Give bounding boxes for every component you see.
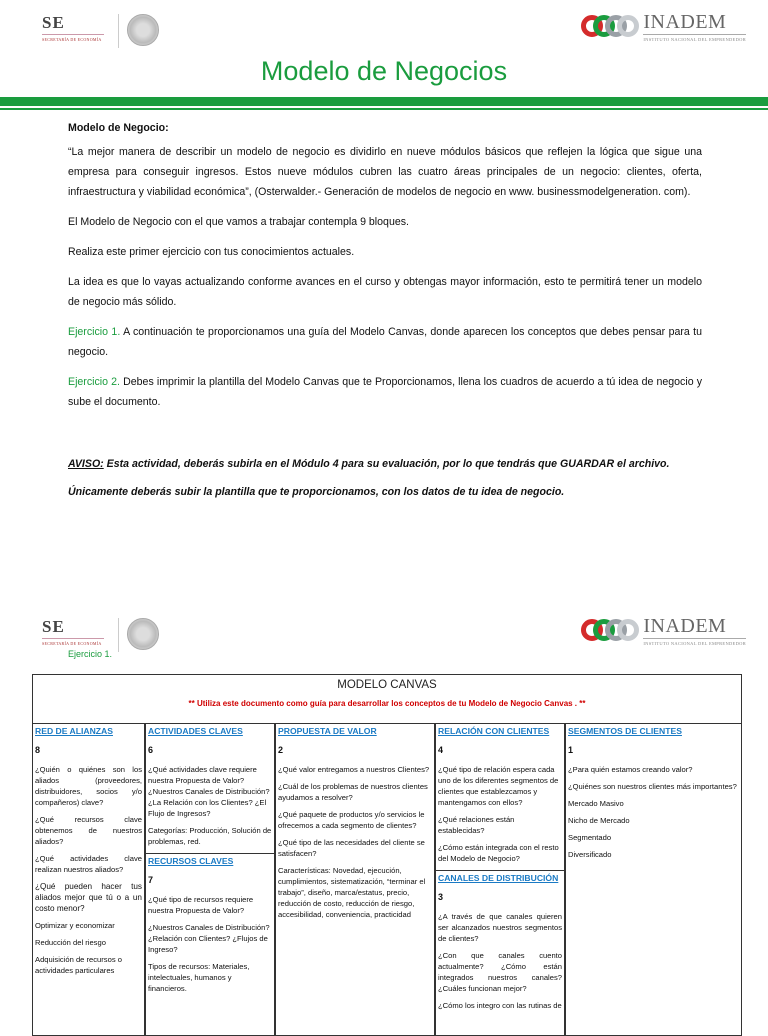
block-item: Mercado Masivo xyxy=(568,799,624,808)
intro-paragraph-1: El Modelo de Negocio con el que vamos a trabajar contempla 9 bloques. xyxy=(68,216,409,228)
exercise-label: Ejercicio 1. xyxy=(68,649,113,659)
block-question: ¿Qué valor entregamos a nuestros Clientes? xyxy=(278,765,430,774)
canvas-table xyxy=(32,674,742,1036)
block-question: ¿Qué paquete de productos y/o servicios le ofrecemos a cada segmento de clientes? xyxy=(278,810,425,830)
intro-heading: Modelo de Negocio: xyxy=(68,122,169,134)
block-question: Tipos de recursos: Materiales, intelectuales, humanos y financieros. xyxy=(148,962,250,993)
aviso-label: AVISO: xyxy=(68,458,104,470)
block-number: 1 xyxy=(568,745,574,755)
se-logo-subtitle: SECRETARÍA DE ECONOMÍA xyxy=(42,34,104,42)
block-header: RELACIÓN CON CLIENTES xyxy=(438,726,550,736)
block-red-alianzas xyxy=(33,723,145,1035)
exercise-1-paragraph xyxy=(68,322,702,362)
se-logo-subtitle-2: SECRETARÍA DE ECONOMÍA xyxy=(42,638,104,646)
block-header: RED DE ALIANZAS xyxy=(35,726,113,736)
logo-divider-2 xyxy=(118,618,119,652)
block-question: ¿Qué pueden hacer tus aliados mejor que tú o a un costo menor? xyxy=(35,882,142,913)
block-number: 4 xyxy=(438,745,444,755)
block-number: 2 xyxy=(278,745,284,755)
block-item: Diversificado xyxy=(568,850,612,859)
block-number: 3 xyxy=(438,892,444,902)
intro-paragraph-3: La idea es que lo vayas actualizando conforme avances en el curso y obtengas mayor información, esto te permitirá tener un modelo de negocio más sólido. xyxy=(68,276,702,308)
block-item: Reducción del riesgo xyxy=(35,938,106,947)
block-header: PROPUESTA DE VALOR xyxy=(278,726,377,736)
coat-of-arms-icon xyxy=(127,618,159,650)
inadem-logo-title-2: INADEM xyxy=(643,615,727,637)
logo-divider xyxy=(118,14,119,48)
block-question: ¿Qué actividades clave realizan nuestros aliados? xyxy=(35,854,142,874)
block-question: ¿Qué recursos clave obtenemos de nuestros aliados? xyxy=(35,815,142,846)
block-question: ¿Cómo están integrada con el resto del Modelo de Negocio? xyxy=(438,843,559,863)
block-question: ¿Quién o quiénes son los aliados (proveedores, distribuidores, socios y/o compañeros) clave? xyxy=(35,765,142,807)
block-recursos-claves xyxy=(146,853,274,994)
inadem-logo xyxy=(581,12,746,42)
page-title: Modelo de Negocios xyxy=(260,56,508,86)
block-question: ¿Para quién estamos creando valor? xyxy=(568,765,693,774)
aviso-paragraph xyxy=(68,454,702,474)
block-relacion-canales xyxy=(435,723,565,1035)
aviso-section xyxy=(68,454,702,510)
exercise-1-label: Ejercicio 1. xyxy=(68,326,121,338)
block-propuesta-valor xyxy=(275,723,435,1035)
inadem-logo-title: INADEM xyxy=(643,11,727,33)
title-bar xyxy=(0,97,768,106)
canvas-subtitle: ** Utiliza este documento como guía para desarrollar los conceptos de tu Modelo de Negocio Canvas . ** xyxy=(188,699,586,708)
block-item: Categorías: Producción, Solución de problemas, red. xyxy=(148,826,272,846)
intro-section xyxy=(68,118,702,422)
se-logo-2 xyxy=(42,618,159,652)
inadem-logo-2 xyxy=(581,616,746,646)
canvas-title: MODELO CANVAS xyxy=(337,679,437,691)
se-logo-title-2: SE xyxy=(42,617,65,636)
block-item: Nicho de Mercado xyxy=(568,816,630,825)
block-header: SEGMENTOS DE CLIENTES xyxy=(568,726,682,736)
block-question: ¿Qué tipo de relación espera cada uno de los diferentes segmentos de clientes que establezcamos y mantengamos con ellos? xyxy=(438,765,559,807)
coat-of-arms-icon xyxy=(127,14,159,46)
block-question: ¿Cuál de los problemas de nuestros clientes ayudamos a resolver? xyxy=(278,782,428,802)
block-question: ¿Qué relaciones están establecidas? xyxy=(438,815,515,835)
exercise-2-label: Ejercicio 2. xyxy=(68,376,120,388)
block-canales-distribucion xyxy=(436,870,564,1011)
block-question: ¿A través de que canales quieren ser alcanzados nuestros segmentos de clientes? xyxy=(438,912,562,943)
block-item: Adquisición de recursos o actividades particulares xyxy=(35,955,122,975)
inadem-logo-subtitle: INSTITUTO NACIONAL DEL EMPRENDEDOR xyxy=(643,34,746,42)
block-question: ¿Cómo los integro con las rutinas de xyxy=(438,1001,562,1010)
block-header: ACTIVIDADES CLAVES xyxy=(148,726,243,736)
block-question: ¿Qué actividades clave requiere nuestra Propuesta de Valor? ¿Nuestros Canales de Distribución? ¿La Relación con los Clientes? ¿El Flujo de Ingresos? xyxy=(148,765,270,818)
block-question: ¿Quiénes son nuestros clientes más importantes? xyxy=(568,782,737,791)
block-item: Segmentado xyxy=(568,833,612,842)
block-question: ¿Qué tipo de las necesidades del cliente se satisfacen? xyxy=(278,838,425,858)
inadem-rings-icon xyxy=(581,13,643,41)
unica-paragraph: Únicamente deberás subir la plantilla que te proporcionamos, con los datos de tu idea de negocio. xyxy=(68,486,565,498)
block-header: CANALES DE DISTRIBUCIÓN xyxy=(438,873,559,883)
block-number: 7 xyxy=(148,875,154,885)
block-question: ¿Con que canales cuento actualmente? ¿Cómo están integrados nuestros canales? ¿Cuáles funcionan mejor? xyxy=(438,951,562,993)
inadem-rings-icon xyxy=(581,617,643,645)
block-question: ¿Nuestros Canales de Distribución? ¿Relación con Clientes? ¿Flujos de Ingreso? xyxy=(148,923,270,954)
block-number: 8 xyxy=(35,745,41,755)
aviso-text: Esta actividad, deberás subirla en el Módulo 4 para su evaluación, por lo que tendrás que GUARDAR el archivo. xyxy=(103,458,670,470)
block-segmentos-clientes xyxy=(565,723,741,1035)
exercise-2-text: Debes imprimir la plantilla del Modelo Canvas que te Proporcionamos, llena los cuadros de acuerdo a tú idea de negocio y sube el documento. xyxy=(68,376,703,408)
intro-paragraph-2: Realiza este primer ejercicio con tus conocimientos actuales. xyxy=(68,246,355,258)
exercise-1-text: A continuación te proporcionamos una guía del Modelo Canvas, donde aparecen los conceptos que debes pensar para tu negocio. xyxy=(68,326,702,358)
block-header: RECURSOS CLAVES xyxy=(148,856,234,866)
page-header xyxy=(0,0,768,50)
intro-quote: “La mejor manera de describir un modelo de negocio es dividirlo en nueve módulos básicos que reflejen la lógica que sigue una empresa para conseguir ingresos. Estos nueve módulos cubren las cuatro áreas principales de un negocio: clientes, oferta, infraestructura y viabilidad económica”, (Osterwalder.- Generación de modelos de negocio en www. businessmodelgeneration. com). xyxy=(68,146,702,198)
block-actividades-recursos xyxy=(145,723,275,1035)
block-number: 6 xyxy=(148,745,154,755)
exercise-2-paragraph xyxy=(68,372,702,412)
block-item: Características: Novedad, ejecución, cumplimientos, sistematización, “terminar el trabajo”, diseño, marca/estatus, precio, reducción de costo, reducción de riesgo, accesibilidad, conveniencia, practicidad xyxy=(278,866,426,919)
se-logo-title: SE xyxy=(42,13,65,32)
block-question: ¿Qué tipo de recursos requiere nuestra Propuesta de Valor? xyxy=(148,895,254,915)
title-underline xyxy=(0,108,768,110)
page-header-2 xyxy=(0,604,768,654)
inadem-logo-subtitle-2: INSTITUTO NACIONAL DEL EMPRENDEDOR xyxy=(643,638,746,646)
block-item: Optimizar y economizar xyxy=(35,921,115,930)
se-logo xyxy=(42,14,159,48)
